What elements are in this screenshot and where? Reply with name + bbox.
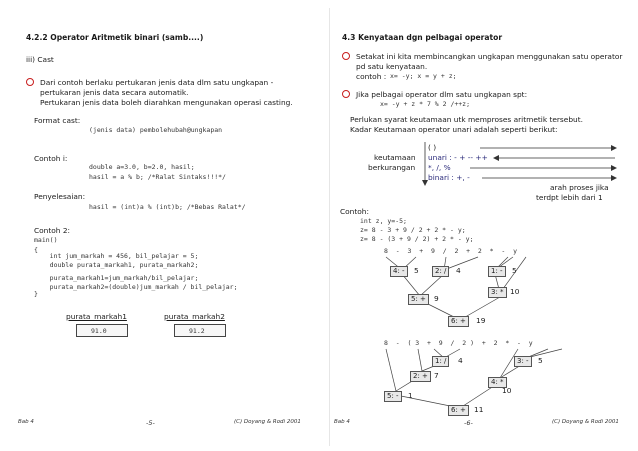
bullet1-contoh-label: contoh :	[356, 72, 387, 81]
tree1-node-6: 6: +	[448, 316, 469, 327]
contoh1-label: Contoh i:	[34, 154, 68, 163]
tree1-node-1: 1: -	[488, 266, 506, 277]
right-heading: 4.3 Kenyataan dgn pelbagai operator	[342, 33, 503, 42]
code-line: main()	[34, 236, 58, 244]
prec-row-parentheses: ( )	[428, 143, 437, 152]
code-line: double purata_markah1, purata_markah2;	[34, 261, 199, 269]
footer-chapter: Bab 4	[18, 419, 34, 425]
penyelesaian-label: Penyelesaian:	[34, 192, 86, 201]
tree1-node-2: 2: /	[432, 266, 449, 277]
tree2-node-6: 6: +	[448, 405, 469, 416]
example-line-3: z= 8 - (3 + 9 / 2) + 2 * - y;	[360, 235, 474, 243]
para-line-1: Perlukan syarat keutamaan utk memproses aritmetik tersebut.	[350, 115, 583, 124]
arah-proses-line-2: terdpt lebih dari 1	[536, 193, 603, 202]
example-line-1: int z, y=-5;	[360, 217, 407, 225]
footer-copyright: (C) Doyang & Rodi 2001	[552, 419, 619, 425]
footer-chapter: Bab 4	[334, 419, 350, 425]
para-line-2: Kadar Keutamaan operator unari adalah seperti berikut:	[350, 125, 558, 134]
tree2-expression: 8 - ( 3 + 9 / 2 ) + 2 * - y	[384, 339, 533, 347]
footer-page-number: -5-	[146, 419, 155, 427]
tree2-node-1: 1: /	[432, 356, 449, 367]
left-heading: 4.2.2 Operator Aritmetik binari (samb....)	[26, 33, 204, 42]
output1-box	[76, 324, 128, 337]
penyelesaian-code: hasil = (int)a % (int)b; /*Bebas Ralat*/	[89, 203, 246, 211]
tree1-value-4: 5	[414, 266, 419, 275]
code-line: purata_markah2=(double)jum_markah / bil_pelajar;	[34, 283, 238, 291]
prec-row-unary: unari : - + -- ++	[428, 153, 488, 162]
tree2-node-4: 4: *	[488, 377, 507, 388]
contoh2-label: Contoh 2:	[34, 226, 71, 235]
output1-value: 91.0	[91, 327, 107, 335]
tree2-value-3: 5	[538, 356, 543, 365]
code-line: {	[34, 246, 38, 254]
tree2-node-5: 5: -	[384, 391, 402, 402]
output2-value: 91.2	[189, 327, 205, 335]
prec-row-additive: binari : +, -	[428, 173, 470, 182]
tree1-node-3: 3: *	[488, 287, 507, 298]
tree2-value-2: 7	[434, 371, 439, 380]
tree2-node-2: 2: +	[410, 371, 431, 382]
output2-box	[174, 324, 226, 337]
contoh1-code-1: double a=3.0, b=2.0, hasil;	[89, 163, 195, 171]
output2-label: purata_markah2	[164, 312, 225, 321]
right-page	[329, 8, 629, 446]
code-line: int jum_markah = 456, bil_pelajar = 5;	[34, 252, 199, 260]
arah-proses-line-1: arah proses jika	[550, 183, 609, 192]
cast-para-3: Pertukaran jenis data boleh diarahkan mengunakan operasi casting.	[40, 98, 293, 107]
output1-label: purata_markah1	[66, 312, 127, 321]
footer-copyright: (C) Doyang & Rodi 2001	[234, 419, 301, 425]
berkurangan-label: berkurangan	[368, 163, 416, 172]
keutamaan-label: keutamaan	[374, 153, 416, 162]
bullet1-contoh-code: x= -y; x = y + z;	[390, 72, 457, 80]
tree2-value-6: 11	[474, 405, 484, 414]
section-cast: iii) Cast	[26, 55, 54, 64]
tree1-value-3: 10	[510, 287, 520, 296]
code-line: }	[34, 290, 38, 298]
code-line: purata_markah1=jum_markah/bil_pelajar;	[34, 274, 199, 282]
format-label: Format cast:	[34, 116, 81, 125]
example-line-2: z= 8 - 3 + 9 / 2 + 2 * - y;	[360, 226, 466, 234]
tree2-node-3: 3: -	[514, 356, 532, 367]
tree1-value-2: 4	[456, 266, 461, 275]
cast-para-2: pertukaran jenis data secara automatik.	[40, 88, 189, 97]
bullet1-line-2: pd satu kenyataan.	[356, 62, 428, 71]
tree1-value-5: 9	[434, 294, 439, 303]
bullet-icon	[26, 78, 34, 86]
contoh1-code-2: hasil = a % b; /*Ralat Sintaks!!!*/	[89, 173, 226, 181]
bullet1-line-1: Setakat ini kita membincangkan ungkapan menggunakan satu operator	[356, 52, 623, 61]
tree2-value-1: 4	[458, 356, 463, 365]
tree1-node-4: 4: -	[390, 266, 408, 277]
left-page	[14, 8, 314, 446]
tree1-value-6: 19	[476, 316, 486, 325]
tree2-value-5: 1	[408, 391, 413, 400]
cast-para-1: Dari contoh berlaku pertukaran jenis data dlm satu ungkapan -	[40, 78, 274, 87]
tree1-node-5: 5: +	[408, 294, 429, 305]
tree2-lines	[330, 8, 630, 448]
contoh-label: Contoh:	[340, 207, 369, 216]
tree1-expression: 8 - 3 + 9 / 2 + 2 * - y	[384, 247, 518, 255]
prec-row-multiplicative: *, /, %	[428, 163, 451, 172]
format-code: (jenis data) pembolehubah@ungkapan	[89, 126, 223, 134]
bullet2-code: x= -y + z * 7 % 2 /++z;	[380, 100, 471, 108]
tree1-value-1: 5	[512, 266, 517, 275]
footer-page-number: -6-	[464, 419, 473, 427]
bullet2-line-1: Jika pelbagai operator dlm satu ungkapan spt:	[356, 90, 528, 99]
tree2-value-4: 10	[502, 386, 512, 395]
